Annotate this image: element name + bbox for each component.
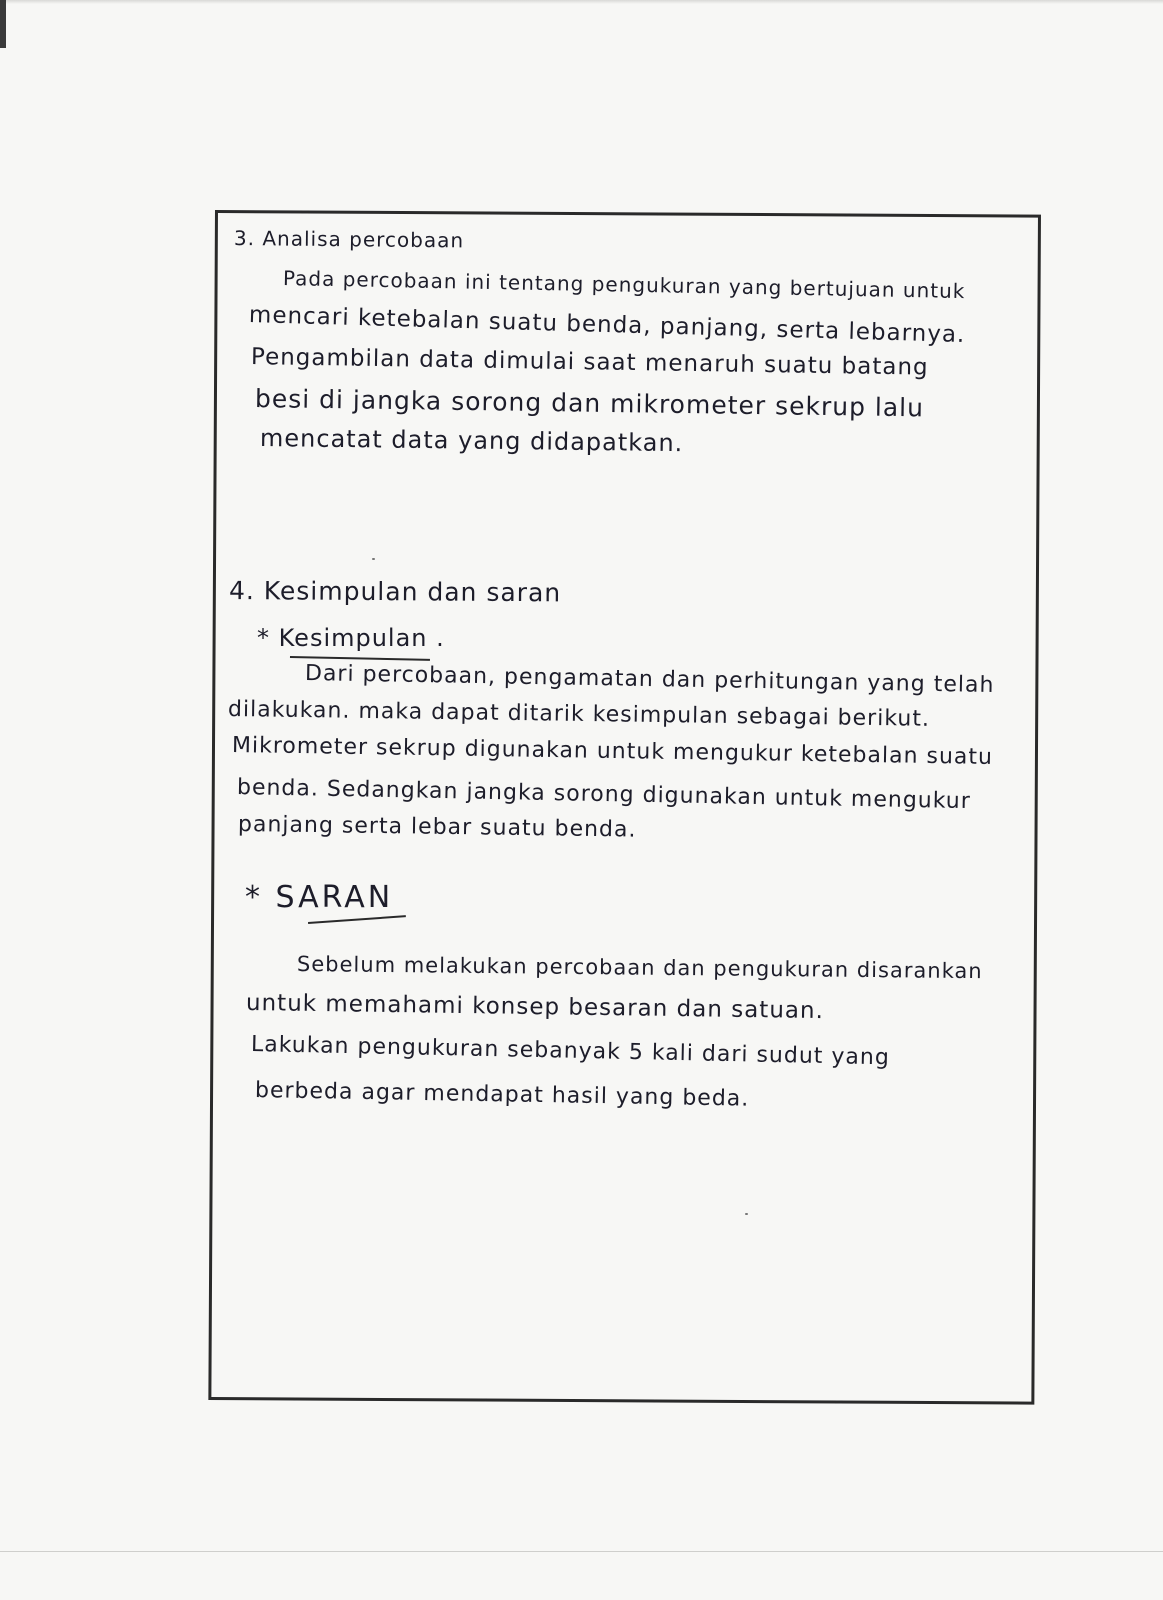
section-3-title: 3. Analisa percobaan bbox=[233, 226, 465, 253]
scan-edge-bottom bbox=[0, 1551, 1163, 1552]
kesimpulan-line: panjang serta lebar suatu benda. bbox=[237, 812, 637, 843]
saran-heading: * SARAN bbox=[245, 880, 394, 915]
scan-edge-top bbox=[0, 0, 1163, 4]
saran-line: Sebelum melakukan percobaan dan pengukuran disarankan bbox=[296, 952, 983, 984]
section-3-line: Pengambilan data dimulai saat menaruh suatu batang bbox=[250, 344, 929, 381]
kesimpulan-line: Mikrometer sekrup digunakan untuk mengukur ketebalan suatu bbox=[231, 733, 994, 770]
scan-edge-left bbox=[0, 0, 6, 48]
ink-speck bbox=[745, 1213, 748, 1215]
section-3-line: Pada percobaan ini tentang pengukuran yang bertujuan untuk bbox=[282, 266, 966, 304]
ink-speck bbox=[372, 558, 375, 560]
kesimpulan-line: Dari percobaan, pengamatan dan perhitungan yang telah bbox=[304, 661, 995, 699]
section-3-line: mencari ketebalan suatu benda, panjang, serta lebarnya. bbox=[248, 302, 966, 349]
kesimpulan-line: benda. Sedangkan jangka sorong digunakan untuk mengukur bbox=[236, 775, 972, 815]
saran-line: untuk memahami konsep besaran dan satuan. bbox=[245, 990, 825, 1025]
section-4-title: 4. Kesimpulan dan saran bbox=[228, 576, 562, 608]
kesimpulan-line: dilakukan. maka dapat ditarik kesimpulan sebagai berikut. bbox=[227, 697, 931, 732]
saran-line: berbeda agar mendapat hasil yang beda. bbox=[254, 1078, 750, 1112]
section-3-line: mencatat data yang didapatkan. bbox=[259, 424, 684, 458]
section-3-line: besi di jangka sorong dan mikrometer sekrup lalu bbox=[254, 384, 925, 423]
kesimpulan-heading: * Kesimpulan . bbox=[257, 624, 445, 652]
saran-line: Lakukan pengukuran sebanyak 5 kali dari sudut yang bbox=[250, 1032, 891, 1071]
